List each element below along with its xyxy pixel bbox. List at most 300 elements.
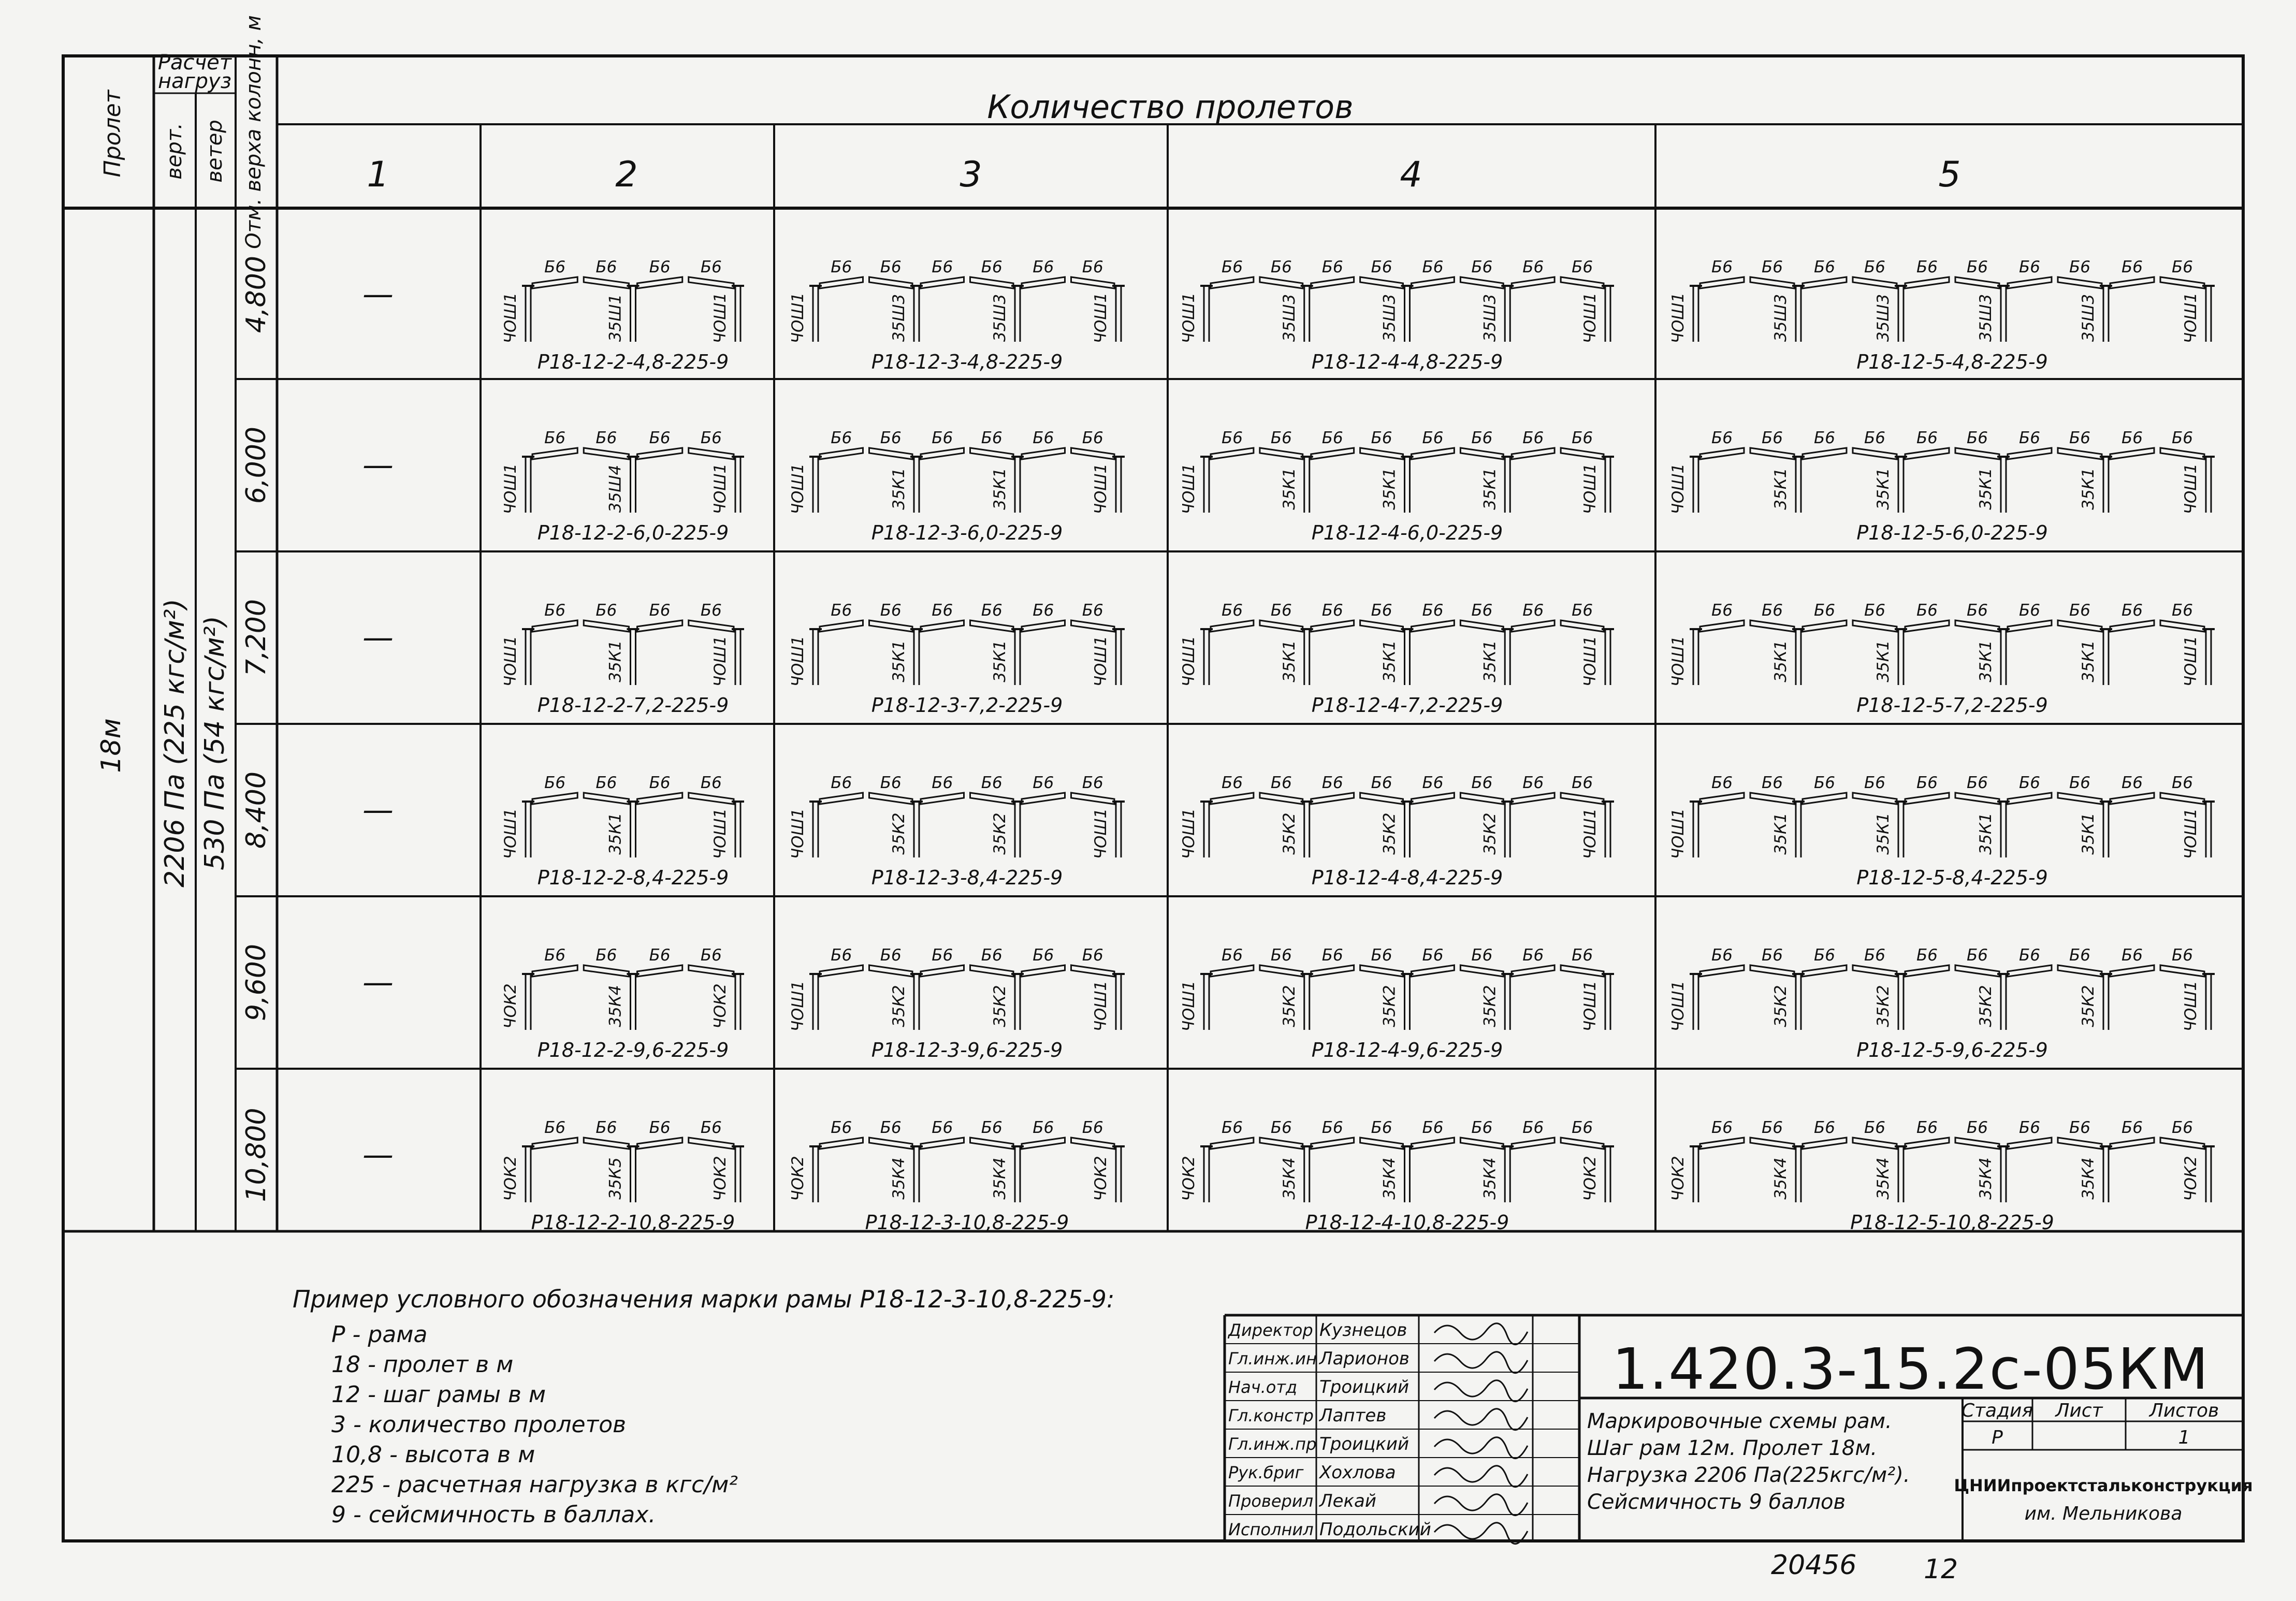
rafter-beam xyxy=(1022,1138,1065,1149)
rafter-beam xyxy=(1211,1138,1254,1149)
column-label: 35К4 xyxy=(890,1157,908,1200)
archive-number: 20456 xyxy=(1771,1550,1857,1581)
rafter-beam xyxy=(1311,965,1354,977)
signature-scribble xyxy=(1434,1494,1528,1516)
frame-mark: Р18-12-4-4,8-225-9 xyxy=(1311,351,1503,373)
rafter-beam xyxy=(1071,448,1115,459)
column-label: ЧОШ1 xyxy=(501,292,520,344)
column-label: 35К1 xyxy=(1380,640,1399,682)
beam-label: Б6 xyxy=(1471,601,1493,620)
legend-line-5: 10,8 - высота в м xyxy=(331,1442,535,1468)
beam-label: Б6 xyxy=(1572,946,1593,965)
rafter-beam xyxy=(2008,448,2052,459)
beam-label: Б6 xyxy=(1471,946,1493,965)
column-label: 35К2 xyxy=(890,985,908,1027)
rafter-beam xyxy=(1412,965,1455,977)
column-label: 35К4 xyxy=(606,985,625,1027)
rafter-beam xyxy=(970,793,1014,804)
beam-label: Б6 xyxy=(1762,774,1783,792)
beam-label: Б6 xyxy=(1711,429,1733,447)
rafter-beam xyxy=(1750,965,1794,977)
beam-label: Б6 xyxy=(1082,601,1103,620)
column-label: ЧОШ1 xyxy=(501,635,520,687)
beam-label: Б6 xyxy=(1967,946,1988,965)
column-label: ЧОШ1 xyxy=(1180,292,1198,344)
empty-cell-dash: — xyxy=(362,619,394,656)
rafter-beam xyxy=(2160,620,2204,632)
rafter-beam xyxy=(970,448,1014,459)
frame-scheme xyxy=(1669,1118,2215,1234)
beam-label: Б6 xyxy=(1371,429,1392,447)
beam-label: Б6 xyxy=(880,1118,902,1137)
beam-label: Б6 xyxy=(2172,774,2193,792)
frame-scheme xyxy=(1669,258,2215,373)
rafter-beam xyxy=(869,277,913,288)
column-label: ЧОШ1 xyxy=(711,808,730,860)
frame-mark: Р18-12-2-6,0-225-9 xyxy=(537,521,729,544)
beam-label: Б6 xyxy=(1572,429,1593,447)
beam-label: Б6 xyxy=(2069,774,2090,792)
column-label: ЧОШ1 xyxy=(1092,463,1110,515)
column-label: ЧОШ1 xyxy=(1669,808,1688,860)
beam-label: Б6 xyxy=(1916,601,1938,620)
column-label: 35К1 xyxy=(1480,640,1500,682)
beam-label: Б6 xyxy=(1321,774,1343,792)
beam-label: Б6 xyxy=(1221,774,1243,792)
rafter-beam xyxy=(2058,793,2102,804)
frame-mark: Р18-12-4-6,0-225-9 xyxy=(1311,521,1503,544)
rafter-beam xyxy=(1211,448,1254,459)
rafter-beam xyxy=(1905,965,1949,977)
rafter-beam xyxy=(1022,620,1065,632)
rafter-beam xyxy=(1022,793,1065,804)
beam-label: Б6 xyxy=(649,774,671,792)
frame-mark: Р18-12-3-6,0-225-9 xyxy=(871,521,1063,544)
legend-line-1: Р - рама xyxy=(331,1321,428,1348)
tb-name: Троицкий xyxy=(1319,1434,1409,1454)
column-label: ЧОШ1 xyxy=(1180,635,1198,687)
rafter-beam xyxy=(2160,448,2204,459)
rafter-beam xyxy=(820,277,863,288)
rafter-beam xyxy=(1853,620,1897,632)
legend-line-3: 12 - шаг рамы в м xyxy=(331,1381,546,1408)
beam-label: Б6 xyxy=(1814,774,1835,792)
rafter-beam xyxy=(689,620,734,632)
rafter-beam xyxy=(1311,277,1354,288)
beam-label: Б6 xyxy=(1371,1118,1392,1137)
empty-cell-dash: — xyxy=(362,1137,394,1173)
column-label: 35К2 xyxy=(890,812,908,855)
frame-scheme xyxy=(1669,946,2215,1061)
beam-label: Б6 xyxy=(1864,774,1885,792)
beam-label: Б6 xyxy=(1221,429,1243,447)
beam-label: Б6 xyxy=(595,429,617,447)
beam-label: Б6 xyxy=(1814,429,1835,447)
rafter-beam xyxy=(2160,965,2204,977)
rafter-beam xyxy=(1905,1138,1949,1149)
beam-label: Б6 xyxy=(649,601,671,620)
beam-label: Б6 xyxy=(1814,258,1835,276)
beam-label: Б6 xyxy=(1033,946,1054,965)
signature-scribble xyxy=(1434,1466,1528,1487)
column-4-header: 4 xyxy=(1400,154,1422,195)
tb-name: Троицкий xyxy=(1319,1377,1409,1398)
column-label: 35К1 xyxy=(991,468,1009,510)
column-label: 35Ш3 xyxy=(1874,294,1893,342)
frame-mark: Р18-12-4-9,6-225-9 xyxy=(1311,1039,1503,1061)
beam-label: Б6 xyxy=(1762,946,1783,965)
beam-label: Б6 xyxy=(981,1118,1002,1137)
rafter-beam xyxy=(1955,277,1999,288)
beam-label: Б6 xyxy=(544,429,566,447)
rafter-beam xyxy=(1853,277,1897,288)
rafter-beam xyxy=(1750,793,1794,804)
column-label: ЧОШ1 xyxy=(1092,292,1110,344)
beam-label: Б6 xyxy=(1916,774,1938,792)
beam-label: Б6 xyxy=(1371,601,1392,620)
rafter-beam xyxy=(584,793,629,804)
beam-label: Б6 xyxy=(1082,258,1103,276)
rafter-beam xyxy=(1561,620,1604,632)
beam-label: Б6 xyxy=(1371,258,1392,276)
beam-label: Б6 xyxy=(595,774,617,792)
beam-label: Б6 xyxy=(831,946,852,965)
beam-label: Б6 xyxy=(1270,1118,1292,1137)
column-label: ЧОК2 xyxy=(1092,1156,1110,1201)
rafter-beam xyxy=(1561,1138,1604,1149)
vert-header: верт. xyxy=(163,123,186,180)
column-label: ЧОШ1 xyxy=(1669,980,1688,1032)
rafter-beam xyxy=(1311,620,1354,632)
beam-label: Б6 xyxy=(981,258,1002,276)
beam-label: Б6 xyxy=(880,601,902,620)
legend-line-2: 18 - пролет в м xyxy=(331,1351,514,1378)
rafter-beam xyxy=(637,448,682,459)
column-label: 35Ш3 xyxy=(1280,294,1299,342)
beam-label: Б6 xyxy=(1967,774,1988,792)
rafter-beam xyxy=(1905,620,1949,632)
beam-label: Б6 xyxy=(700,946,722,965)
beam-label: Б6 xyxy=(2121,1118,2143,1137)
rafter-beam xyxy=(689,965,734,977)
rafter-beam xyxy=(1700,277,1744,288)
column-label: 35К1 xyxy=(1874,640,1893,682)
column-label: 35Ш3 xyxy=(1380,294,1399,342)
beam-label: Б6 xyxy=(1967,258,1988,276)
column-label: ЧОК2 xyxy=(1581,1156,1600,1201)
rafter-beam xyxy=(921,448,964,459)
beam-label: Б6 xyxy=(2172,258,2193,276)
page-number: 12 xyxy=(1924,1554,1958,1585)
beam-label: Б6 xyxy=(700,1118,722,1137)
beam-label: Б6 xyxy=(1422,774,1444,792)
beam-label: Б6 xyxy=(1711,1118,1733,1137)
rafter-beam xyxy=(1311,793,1354,804)
column-label: 35К2 xyxy=(991,985,1009,1027)
frame-scheme xyxy=(501,258,744,373)
column-label: ЧОШ1 xyxy=(789,292,807,344)
rafter-beam xyxy=(1071,965,1115,977)
beam-label: Б6 xyxy=(831,429,852,447)
column-label: ЧОШ1 xyxy=(1669,635,1688,687)
column-label: ЧОК2 xyxy=(711,1156,730,1201)
tb-name: Лаптев xyxy=(1319,1405,1387,1426)
beam-label: Б6 xyxy=(2019,1118,2040,1137)
frame-mark: Р18-12-2-8,4-225-9 xyxy=(537,866,729,889)
rafter-beam xyxy=(1561,793,1604,804)
beam-label: Б6 xyxy=(595,1118,617,1137)
beam-label: Б6 xyxy=(2069,258,2090,276)
rafter-beam xyxy=(820,793,863,804)
beam-label: Б6 xyxy=(932,774,953,792)
wind-load-value: 530 Па (54 кгс/м²) xyxy=(199,616,230,870)
frame-scheme xyxy=(789,774,1125,889)
rafter-beam xyxy=(2058,448,2102,459)
column-label: 35К1 xyxy=(991,640,1009,682)
beam-label: Б6 xyxy=(544,1118,566,1137)
legend xyxy=(293,1285,1114,1528)
rafter-beam xyxy=(921,620,964,632)
rafter-beam xyxy=(1071,793,1115,804)
beam-label: Б6 xyxy=(831,258,852,276)
column-3-header: 3 xyxy=(960,154,982,195)
tb-name: Кузнецов xyxy=(1319,1320,1407,1341)
column-label: 35К1 xyxy=(1977,812,1995,855)
rafter-beam xyxy=(869,1138,913,1149)
beam-label: Б6 xyxy=(1371,946,1392,965)
column-label: 35К1 xyxy=(1771,640,1790,682)
rafter-beam xyxy=(637,277,682,288)
rafter-beam xyxy=(689,793,734,804)
frame-mark: Р18-12-5-10,8-225-9 xyxy=(1850,1211,2054,1234)
beam-label: Б6 xyxy=(981,774,1002,792)
beam-label: Б6 xyxy=(1321,601,1343,620)
rafter-beam xyxy=(1803,793,1847,804)
beam-label: Б6 xyxy=(700,774,722,792)
desc-line-4: Сейсмичность 9 баллов xyxy=(1587,1490,1846,1514)
height-value: 9,600 xyxy=(241,944,272,1021)
rafter-beam xyxy=(1955,793,1999,804)
rafter-beam xyxy=(1360,277,1403,288)
beam-label: Б6 xyxy=(700,601,722,620)
column-label: 35Ш3 xyxy=(1977,294,1995,342)
rafter-beam xyxy=(1750,448,1794,459)
column-label: ЧОШ1 xyxy=(711,635,730,687)
legend-line-7: 9 - сейсмичность в баллах. xyxy=(331,1502,656,1528)
column-label: ЧОШ1 xyxy=(1581,635,1600,687)
column-label: ЧОШ1 xyxy=(1669,292,1688,344)
beam-label: Б6 xyxy=(1916,258,1938,276)
rafter-beam xyxy=(1750,277,1794,288)
beam-label: Б6 xyxy=(1422,429,1444,447)
frame-mark: Р18-12-4-8,4-225-9 xyxy=(1311,866,1503,889)
column-label: 35К4 xyxy=(1480,1157,1500,1200)
tb-role: Нач.отд xyxy=(1228,1377,1298,1397)
beam-label: Б6 xyxy=(2172,429,2193,447)
rafter-beam xyxy=(921,1138,964,1149)
column-label: ЧОК2 xyxy=(1180,1156,1198,1201)
rafter-beam xyxy=(584,620,629,632)
empty-cell-dash: — xyxy=(362,276,394,313)
column-label: ЧОШ1 xyxy=(1092,808,1110,860)
beam-label: Б6 xyxy=(1762,429,1783,447)
rafter-beam xyxy=(1460,1138,1503,1149)
rafter-beam xyxy=(1561,448,1604,459)
beam-label: Б6 xyxy=(1814,946,1835,965)
column-label: ЧОШ1 xyxy=(2182,808,2200,860)
beam-label: Б6 xyxy=(1033,258,1054,276)
column-label: 35К2 xyxy=(1874,985,1893,1027)
rafter-beam xyxy=(1022,448,1065,459)
column-label: 35К1 xyxy=(1280,640,1299,682)
frame-mark: Р18-12-5-7,2-225-9 xyxy=(1856,694,2048,717)
beam-label: Б6 xyxy=(1916,1118,1938,1137)
rafter-beam xyxy=(584,1138,629,1149)
tb-name: Ларионов xyxy=(1319,1348,1409,1369)
column-1-header: 1 xyxy=(367,154,389,195)
sheets-value: 1 xyxy=(2178,1427,2190,1448)
beam-label: Б6 xyxy=(1221,1118,1243,1137)
rafter-beam xyxy=(820,448,863,459)
wind-header: ветер xyxy=(203,120,227,183)
tb-role: Гл.инж.ин xyxy=(1228,1349,1317,1369)
sheet-label: Лист xyxy=(2055,1400,2103,1421)
rafter-beam xyxy=(1360,620,1403,632)
column-label: ЧОШ1 xyxy=(1581,292,1600,344)
column-label: 35К2 xyxy=(1380,985,1399,1027)
column-label: 35К2 xyxy=(1280,985,1299,1027)
beam-label: Б6 xyxy=(1711,946,1733,965)
column-label: 35К1 xyxy=(1380,468,1399,510)
rafter-beam xyxy=(1512,965,1554,977)
beam-label: Б6 xyxy=(1270,946,1292,965)
rafter-beam xyxy=(689,1138,734,1149)
column-label: 35К2 xyxy=(1480,812,1500,855)
column-label: 35К1 xyxy=(2079,468,2098,510)
beam-label: Б6 xyxy=(1033,429,1054,447)
beam-label: Б6 xyxy=(595,946,617,965)
column-label: 35К4 xyxy=(2079,1157,2098,1200)
rafter-beam xyxy=(1853,448,1897,459)
beam-label: Б6 xyxy=(2019,258,2040,276)
rafter-beam xyxy=(1412,277,1455,288)
rafter-beam xyxy=(1260,1138,1303,1149)
rafter-beam xyxy=(1360,448,1403,459)
column-label: 35К4 xyxy=(1771,1157,1790,1200)
beam-label: Б6 xyxy=(1814,601,1835,620)
frame-scheme xyxy=(789,429,1125,544)
column-label: 35К1 xyxy=(890,640,908,682)
drawing-code: 1.420.3-15.2с-05КМ xyxy=(1612,1336,2210,1402)
beam-label: Б6 xyxy=(1321,258,1343,276)
rafter-beam xyxy=(1412,1138,1455,1149)
beam-label: Б6 xyxy=(1033,1118,1054,1137)
rafter-beam xyxy=(1750,1138,1794,1149)
rafter-beam xyxy=(970,277,1014,288)
beam-label: Б6 xyxy=(1082,774,1103,792)
rafter-beam xyxy=(1750,620,1794,632)
rafter-beam xyxy=(2058,965,2102,977)
column-label: ЧОШ1 xyxy=(2182,635,2200,687)
desc-line-3: Нагрузка 2206 Па(225кгс/м²). xyxy=(1587,1463,1910,1487)
column-label: ЧОШ1 xyxy=(2182,980,2200,1032)
frame-scheme xyxy=(1180,601,1614,717)
frame-mark: Р18-12-4-10,8-225-9 xyxy=(1305,1211,1509,1234)
beam-label: Б6 xyxy=(649,429,671,447)
span-header: Пролет xyxy=(99,90,126,178)
rafter-beam xyxy=(1071,1138,1115,1149)
beam-label: Б6 xyxy=(1270,429,1292,447)
beam-label: Б6 xyxy=(1967,1118,1988,1137)
column-label: ЧОШ1 xyxy=(789,980,807,1032)
frame-mark: Р18-12-2-4,8-225-9 xyxy=(537,351,729,373)
legend-line-6: 225 - расчетная нагрузка в кгс/м² xyxy=(331,1472,738,1498)
beam-label: Б6 xyxy=(2019,429,2040,447)
rafter-beam xyxy=(1512,793,1554,804)
rafter-beam xyxy=(1561,277,1604,288)
rafter-beam xyxy=(1512,448,1554,459)
column-label: ЧОК2 xyxy=(789,1156,807,1201)
rafter-beam xyxy=(1260,793,1303,804)
frame-mark: Р18-12-3-9,6-225-9 xyxy=(871,1039,1063,1061)
beam-label: Б6 xyxy=(1967,429,1988,447)
column-label: ЧОК2 xyxy=(501,983,520,1029)
rafter-beam xyxy=(2160,277,2204,288)
column-label: 35К2 xyxy=(1480,985,1500,1027)
rafter-beam xyxy=(1360,793,1403,804)
beam-label: Б6 xyxy=(2172,1118,2193,1137)
rafter-beam xyxy=(1260,965,1303,977)
column-label: ЧОШ1 xyxy=(789,635,807,687)
rafter-beam xyxy=(1561,965,1604,977)
column-label: 35Ш4 xyxy=(606,464,625,513)
frame-mark: Р18-12-3-10,8-225-9 xyxy=(865,1211,1069,1234)
rafter-beam xyxy=(1412,620,1455,632)
beam-label: Б6 xyxy=(1762,601,1783,620)
rafter-beam xyxy=(1955,448,1999,459)
spans-title: Количество пролетов xyxy=(987,88,1354,126)
beam-label: Б6 xyxy=(981,429,1002,447)
frame-scheme xyxy=(1180,946,1614,1061)
column-label: ЧОК2 xyxy=(501,1156,520,1201)
rafter-beam xyxy=(1700,793,1744,804)
column-label: ЧОК2 xyxy=(1669,1156,1688,1201)
column-label: 35К1 xyxy=(1771,812,1790,855)
rafter-beam xyxy=(970,620,1014,632)
frame-scheme xyxy=(501,601,744,717)
beam-label: Б6 xyxy=(880,429,902,447)
desc-line-1: Маркировочные схемы рам. xyxy=(1587,1409,1892,1433)
beam-label: Б6 xyxy=(2121,946,2143,965)
rafter-beam xyxy=(869,448,913,459)
legend-title: Пример условного обозначения марки рамы Р18-12-3-10,8-225-9: xyxy=(293,1285,1115,1313)
rafter-beam xyxy=(2008,620,2052,632)
beam-label: Б6 xyxy=(1422,601,1444,620)
rafter-beam xyxy=(584,277,629,288)
rafter-beam xyxy=(532,965,577,977)
beam-label: Б6 xyxy=(1082,429,1103,447)
column-label: 35К1 xyxy=(1874,468,1893,510)
tb-name: Лекай xyxy=(1319,1491,1376,1511)
frame-scheme xyxy=(789,258,1125,373)
column-label: 35К2 xyxy=(991,812,1009,855)
beam-label: Б6 xyxy=(1321,1118,1343,1137)
rafter-beam xyxy=(1905,793,1949,804)
column-label: ЧОШ1 xyxy=(1180,808,1198,860)
beam-label: Б6 xyxy=(2019,601,2040,620)
beam-label: Б6 xyxy=(1916,429,1938,447)
frame-mark: Р18-12-5-8,4-225-9 xyxy=(1856,866,2048,889)
